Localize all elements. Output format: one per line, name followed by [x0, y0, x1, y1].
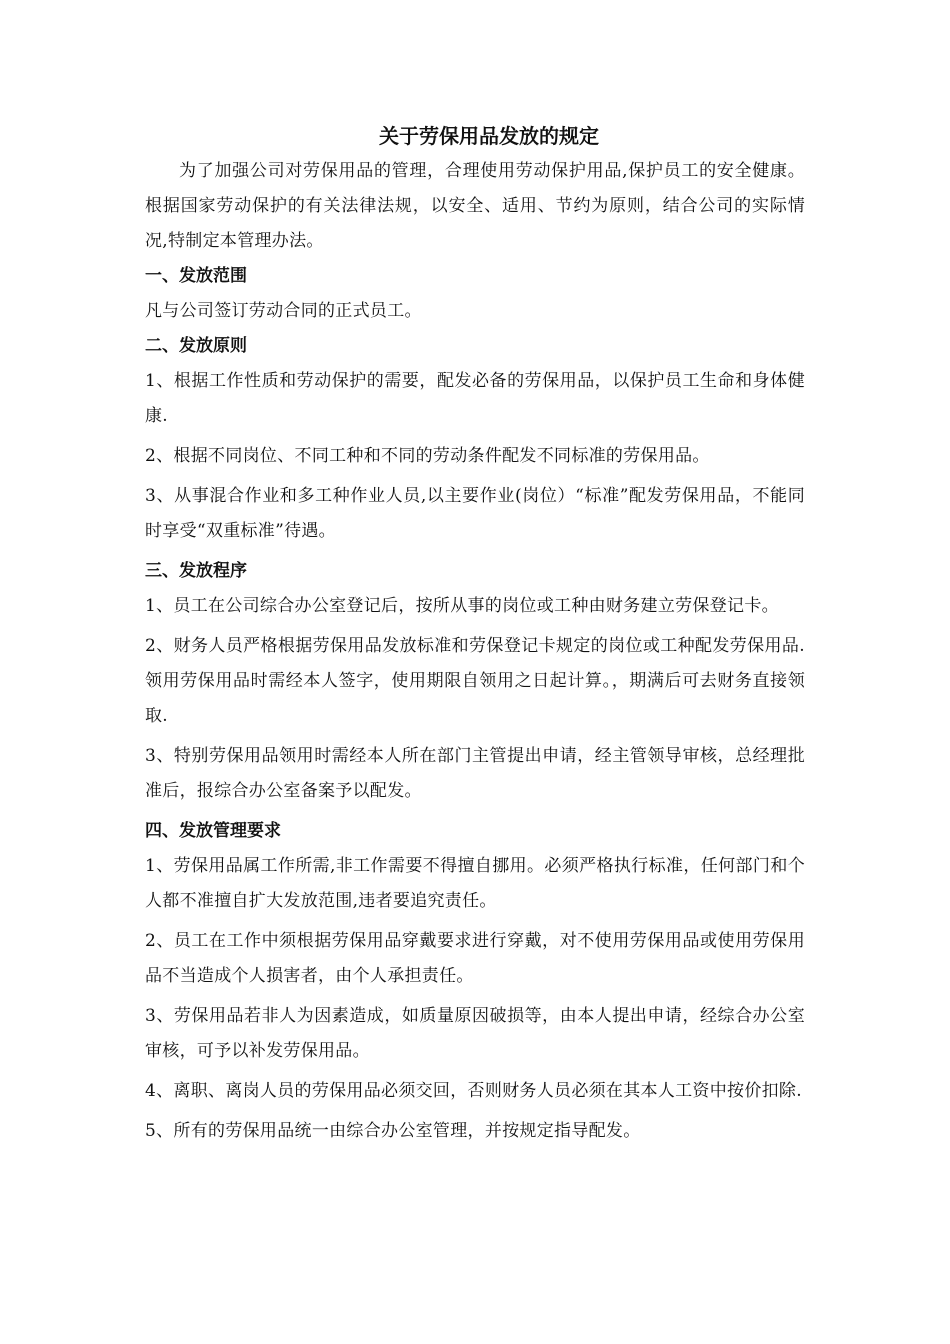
list-item: 2、员工在工作中须根据劳保用品穿戴要求进行穿戴，对不使用劳保用品或使用劳保用品不当造成个人损害者，由个人承担责任。	[145, 931, 805, 986]
list-item: 3、特别劳保用品领用时需经本人所在部门主管提出申请，经主管领导审核，总经理批准后，报综合办公室备案予以配发。	[145, 746, 805, 801]
section-heading-principles: 二、发放原则	[145, 336, 247, 356]
section-text-scope: 凡与公司签订劳动合同的正式员工。	[145, 301, 422, 321]
intro-paragraph: 为了加强公司对劳保用品的管理，合理使用劳动保护用品,保护员工的安全健康。根据国家劳动保护的有关法律法规，以安全、适用、节约为原则，结合公司的实际情况,特制定本管理办法。	[145, 161, 805, 251]
list-item: 1、劳保用品属工作所需,非工作需要不得擅自挪用。必须严格执行标准，任何部门和个人都不准擅自扩大发放范围,违者要追究责任。	[145, 856, 805, 911]
list-item: 5、所有的劳保用品统一由综合办公室管理，并按规定指导配发。	[145, 1121, 641, 1141]
list-item: 3、从事混合作业和多工种作业人员,以主要作业(岗位）“标准”配发劳保用品，不能同时享受“双重标准”待遇。	[145, 486, 805, 541]
list-item: 1、根据工作性质和劳动保护的需要，配发必备的劳保用品，以保护员工生命和身体健康.	[145, 371, 805, 426]
document-body	[145, 118, 805, 1154]
list-item: 3、劳保用品若非人为因素造成，如质量原因破损等，由本人提出申请，经综合办公室审核，可予以补发劳保用品。	[145, 1006, 805, 1061]
list-item: 2、财务人员严格根据劳保用品发放标准和劳保登记卡规定的岗位或工种配发劳保用品.领用劳保用品时需经本人签字，使用期限自领用之日起计算。，期满后可去财务直接领取.	[145, 636, 805, 726]
section-heading-procedure: 三、发放程序	[145, 561, 247, 581]
section-heading-requirements: 四、发放管理要求	[145, 821, 281, 841]
list-item: 2、根据不同岗位、不同工种和不同的劳动条件配发不同标准的劳保用品。	[145, 446, 710, 466]
section-heading-scope: 一、发放范围	[145, 266, 247, 286]
list-item: 4、离职、离岗人员的劳保用品必须交回，否则财务人员必须在其本人工资中按价扣除.	[145, 1081, 802, 1101]
list-item: 1、员工在公司综合办公室登记后，按所从事的岗位或工种由财务建立劳保登记卡。	[145, 596, 779, 616]
document-title: 关于劳保用品发放的规定	[379, 124, 599, 148]
